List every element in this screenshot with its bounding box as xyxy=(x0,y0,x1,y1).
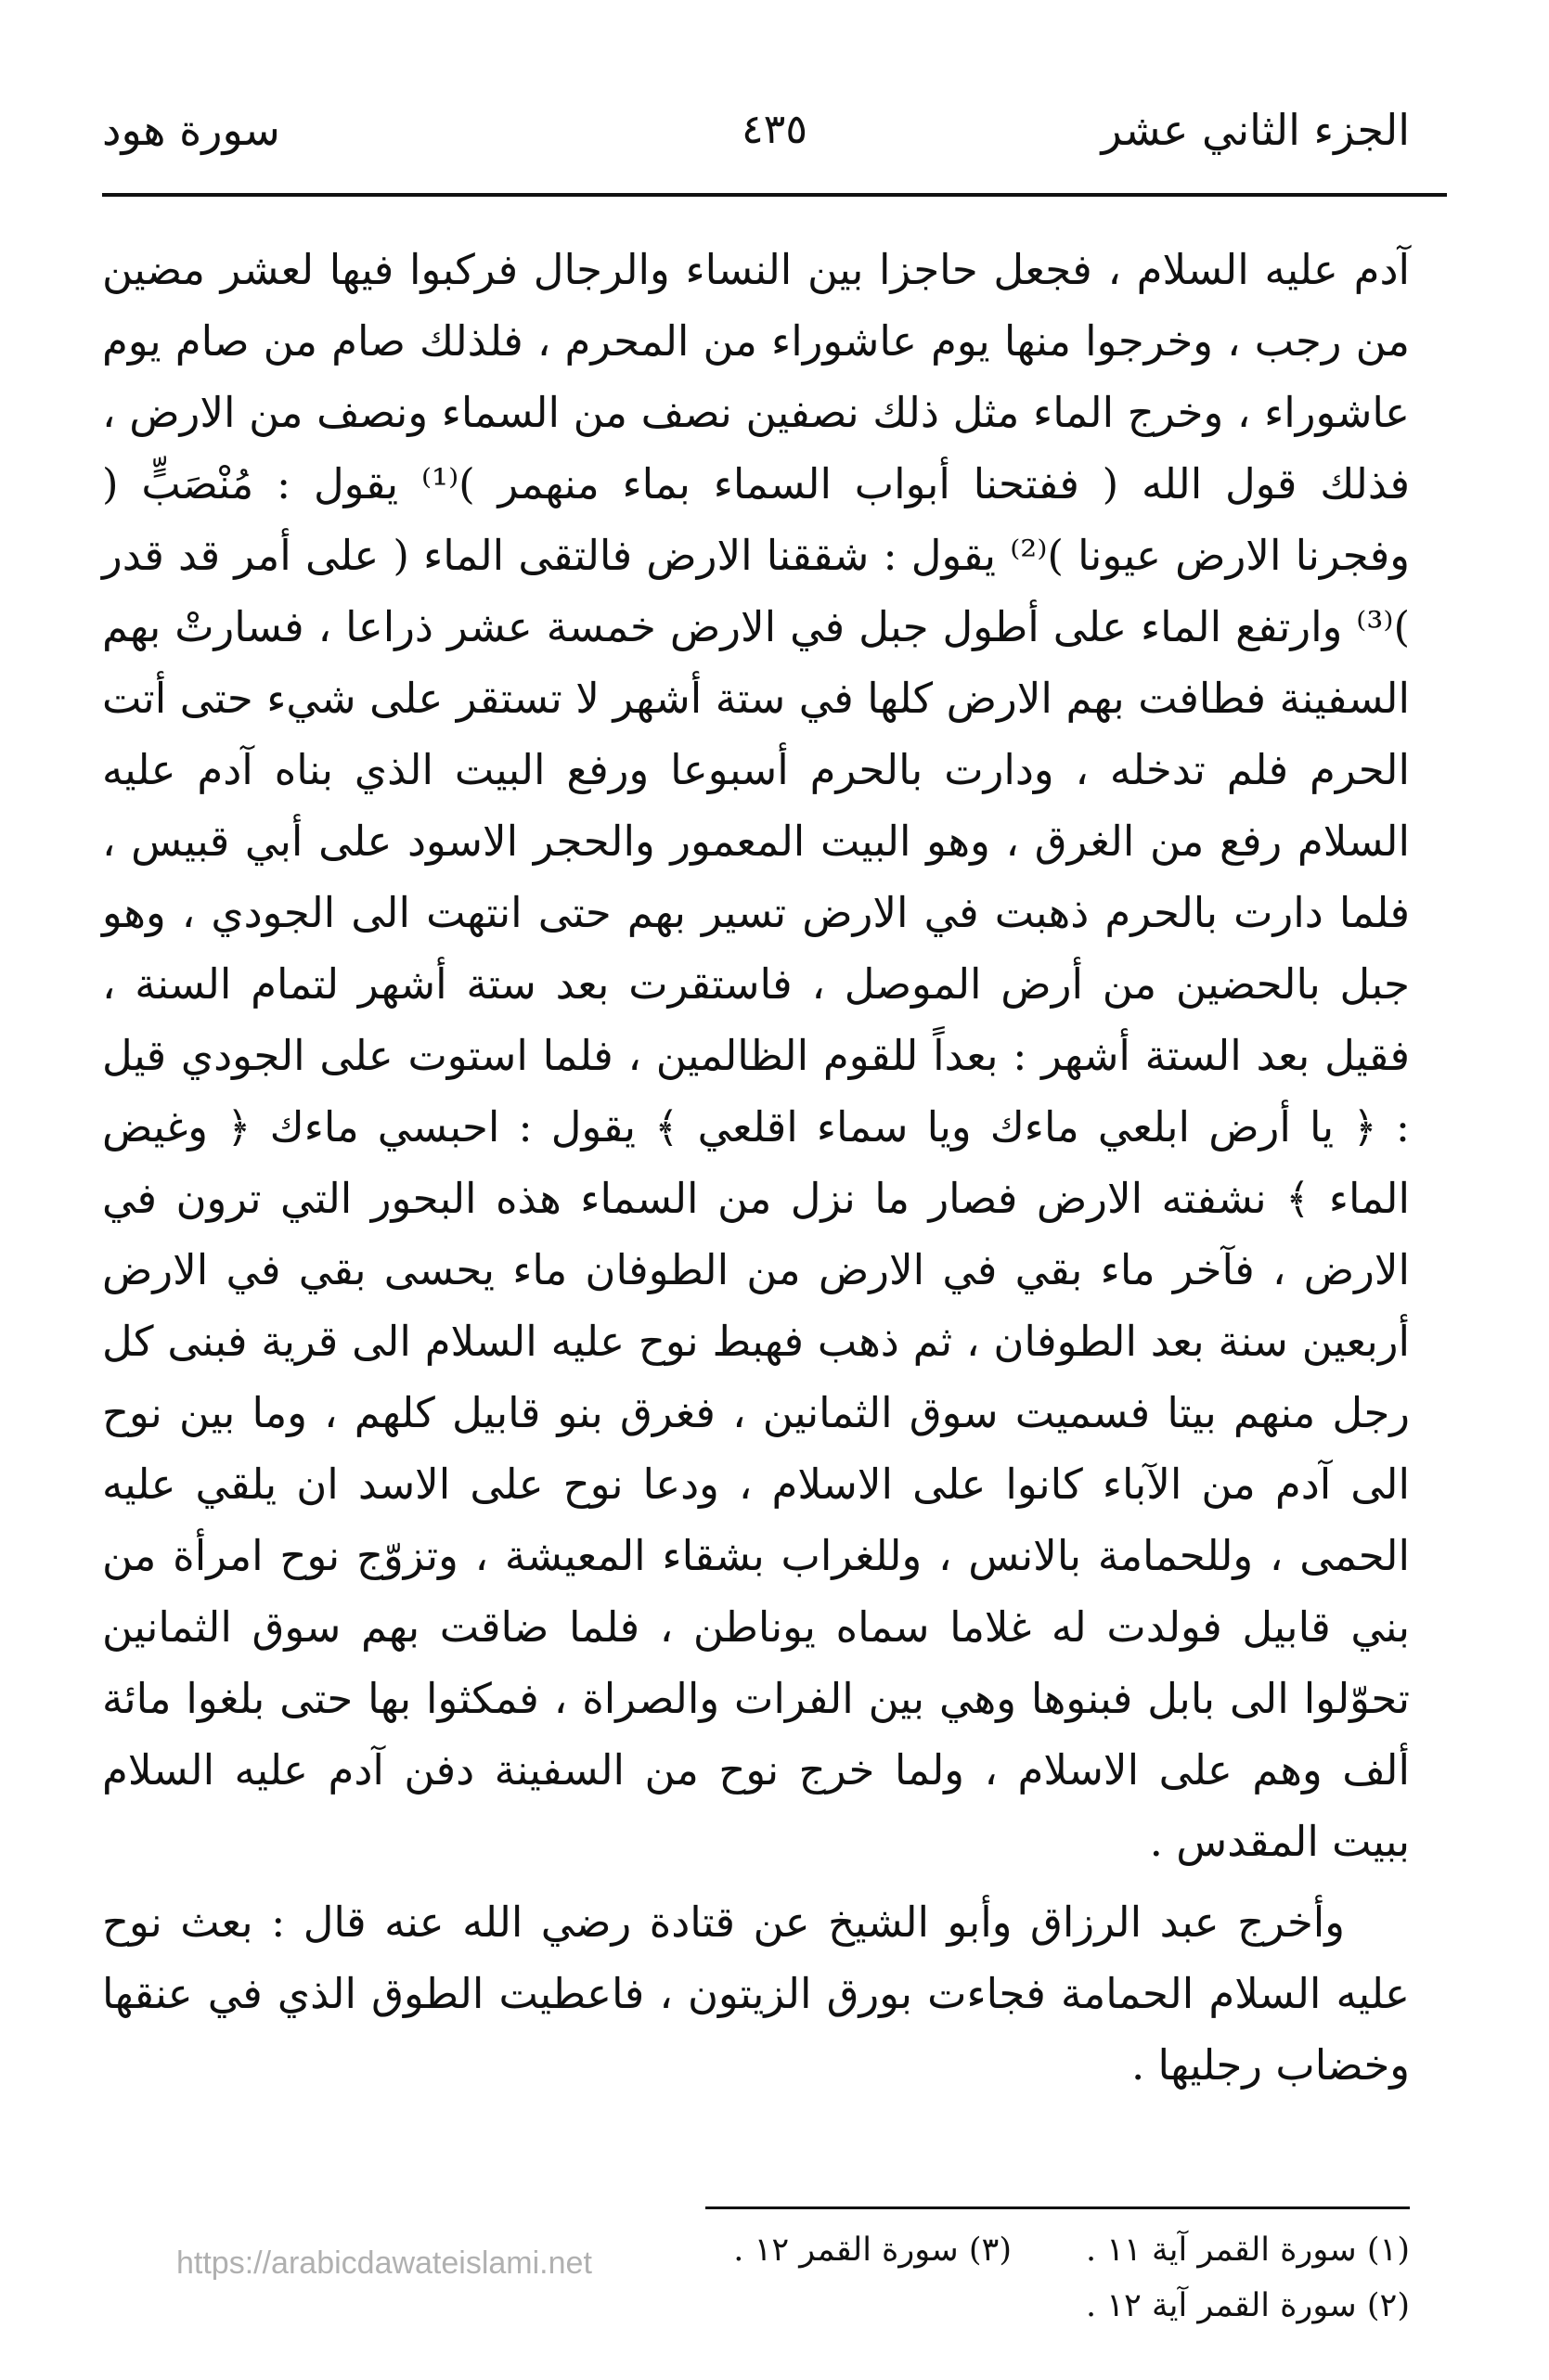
header-rule xyxy=(102,193,1447,197)
footnotes xyxy=(733,2222,1410,2334)
paragraph: وأخرج عبد الرزاق وأبو الشيخ عن قتادة رضي الله عنه قال : بعث نوح عليه السلام الحمامة فجاءت بورق الزيتون ، فاعطيت الطوق الذي في عنقها وخضاب رجليها . xyxy=(102,1898,1410,2090)
running-head-surah: سورة هود xyxy=(102,105,280,155)
main-text xyxy=(102,234,1410,2101)
footnote-rule xyxy=(705,2206,1410,2209)
page-number: ٤٣٥ xyxy=(742,106,807,153)
running-head-part: الجزء الثاني عشر xyxy=(1101,105,1410,155)
footnote-3: (٣) سورة القمر ١٢ . xyxy=(733,2232,1012,2269)
watermark-url: https://arabicdawateislami.net xyxy=(176,2245,592,2281)
footnote-2: (٢) سورة القمر آية ١٢ . xyxy=(1085,2287,1410,2324)
paragraph: آدم عليه السلام ، فجعل حاجزا بين النساء والرجال فركبوا فيها لعشر مضين من رجب ، وخرجوا منها يوم عاشوراء من المحرم ، فلذلك صام من صام يوم عاشوراء ، وخرج الماء مثل ذلك نصفين نصف من السماء ونصف من الارض ، فذلك قول الله ( ففتحنا أبواب السماء بماء منهمر )⁽¹⁾ يقول : مُنْصَبٍّ ( وفجرنا الارض عيونا )⁽²⁾ يقول : شققنا الارض فالتقى الماء ( على أمر قد قدر )⁽³⁾ وارتفع الماء على أطول جبل في الارض خمسة عشر ذراعا ، فسارتْ بهم السفينة فطافت بهم الارض كلها في ستة أشهر لا تستقر على شيء حتى أتت الحرم فلم تدخله ، ودارت بالحرم أسبوعا ورفع البيت الذي بناه آدم عليه السلام رفع من الغرق ، وهو البيت المعمور والحجر الاسود على أبي قبيس ، فلما دارت بالحرم ذهبت في الارض تسير بهم حتى انتهت الى الجودي ، وهو جبل بالحضين من أرض الموصل ، فاستقرت بعد ستة أشهر لتمام السنة ، فقيل بعد الستة أشهر : بعداً للقوم الظالمين ، فلما استوت على الجودي قيل : ﴿ يا أرض ابلعي ماءك ويا سماء اقلعي ﴾ يقول : احبسي ماءك ﴿ وغيض الماء ﴾ نشفته الارض فصار ما نزل من السماء هذه البحور التي ترون في الارض ، فآخر ماء بقي في الارض من الطوفان ماء يحسى بقي في الارض أربعين سنة بعد الطوفان ، ثم ذهب فهبط نوح عليه السلام الى قرية فبنى كل رجل منهم بيتا فسميت سوق الثمانين ، فغرق بنو قابيل كلهم ، وما بين نوح الى آدم من الآباء كانوا على الاسلام ، ودعا نوح على الاسد ان يلقي عليه الحمى ، وللحمامة بالانس ، وللغراب بشقاء المعيشة ، وتزوّج نوح امرأة من بني قابيل فولدت له غلاما سماه يوناطن ، فلما ضاقت بهم سوق الثمانين تحوّلوا الى بابل فبنوها وهي بين الفرات والصراة ، فمكثوا بها حتى بلغوا مائة ألف وهم على الاسلام ، ولما خرج نوح من السفينة دفن آدم عليه السلام ببيت المقدس . xyxy=(102,245,1410,1866)
footnote-1: (١) سورة القمر آية ١١ . xyxy=(1085,2232,1410,2269)
